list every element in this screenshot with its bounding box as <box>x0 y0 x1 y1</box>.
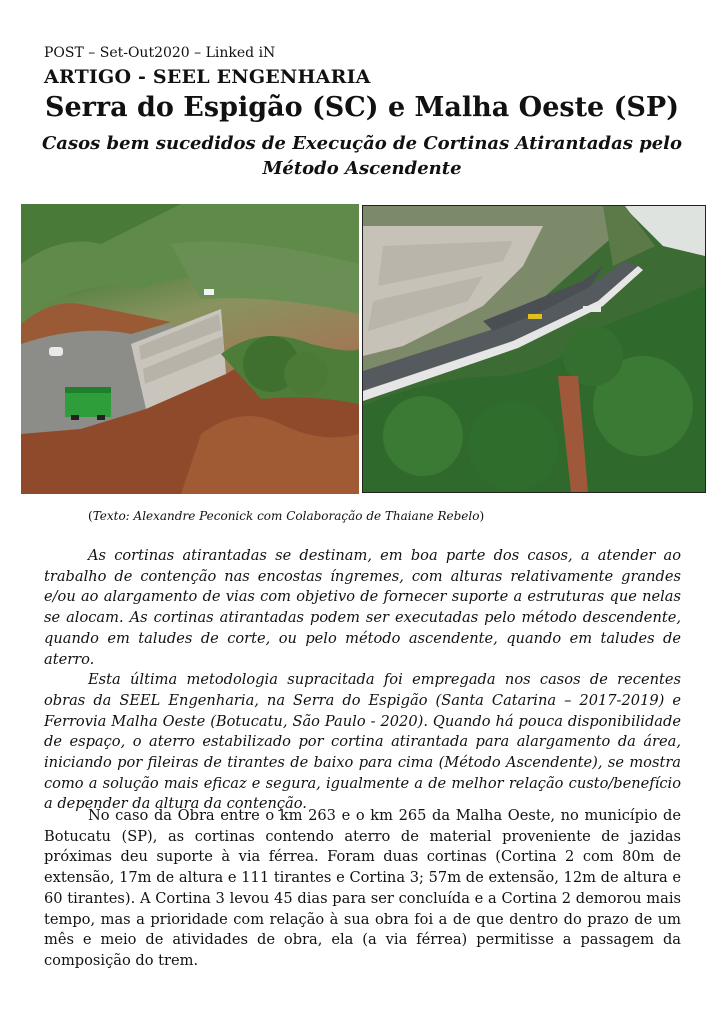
caption-text: Texto: Alexandre Peconick com Colaboração de Thaiane Rebelo <box>92 509 480 523</box>
photo-malha-oeste <box>362 205 706 493</box>
photo-left-illustration <box>21 204 359 494</box>
malha-oeste-section <box>44 806 681 972</box>
paragraph-intro: As cortinas atirantadas se destinam, em boa parte dos casos, a atender ao trabalho de contenção nas encostas íngremes, com alturas relativamente grandes e/ou ao alargamento de vias com objetivo de fornecer suporte a estruturas que nelas se alocam. As cortinas atirantadas podem ser executadas pelo método descendente, quando em taludes de corte, ou pelo método ascendente, quando em taludes de aterro. <box>44 547 681 668</box>
post-header-line: POST – Set-Out2020 – Linked iN <box>44 45 276 61</box>
image-credits-caption <box>88 509 484 523</box>
paragraph-methodology: Esta última metodologia supracitada foi empregada nos casos de recentes obras da SEEL Engenharia, na Serra do Espigão (Santa Catarina – 2017-2019) e Ferrovia Malha Oeste (Botucatu, São Paulo - 2020). Quando há pouca disponibilidade de espaço, o aterro estabilizado por cortina atirantada para alargamento da área, iniciando por fileiras de tirantes de baixo para cima (Método Ascendente), se mostra como a solução mais eficaz e segura, igualmente a de melhor relação custo/benefício a depender da altura da contenção. <box>44 671 681 813</box>
page-subtitle: Casos bem sucedidos de Execução de Cortinas Atirantadas pelo Método Ascendente <box>41 133 683 179</box>
page-title: Serra do Espigão (SC) e Malha Oeste (SP) <box>45 92 679 123</box>
intro-section <box>44 546 681 815</box>
paragraph-malha-oeste: No caso da Obra entre o km 263 e o km 265 da Malha Oeste, no município de Botucatu (SP), as cortinas contendo aterro de material proveniente de jazidas próximas deu suporte à via férrea. Foram duas cortinas (Cortina 2 com 80m de extensão, 17m de altura e 111 tirantes e Cortina 3; 57m de extensão, 12m de altura e 60 tirantes). A Cortina 3 levou 45 dias para ser concluída e a Cortina 2 demorou mais tempo, mas a prioridade com relação à sua obra foi a de que dentro do prazo de um mês e meio de atividades de obra, ela (a via férrea) permitisse a passagem da composição do trem. <box>44 807 681 969</box>
caption-open-paren: ( <box>88 509 93 523</box>
photo-serra-do-espigao <box>21 204 359 494</box>
caption-close-paren: ) <box>479 509 485 523</box>
article-label: ARTIGO - SEEL ENGENHARIA <box>44 66 371 88</box>
photo-right-illustration <box>363 206 705 492</box>
